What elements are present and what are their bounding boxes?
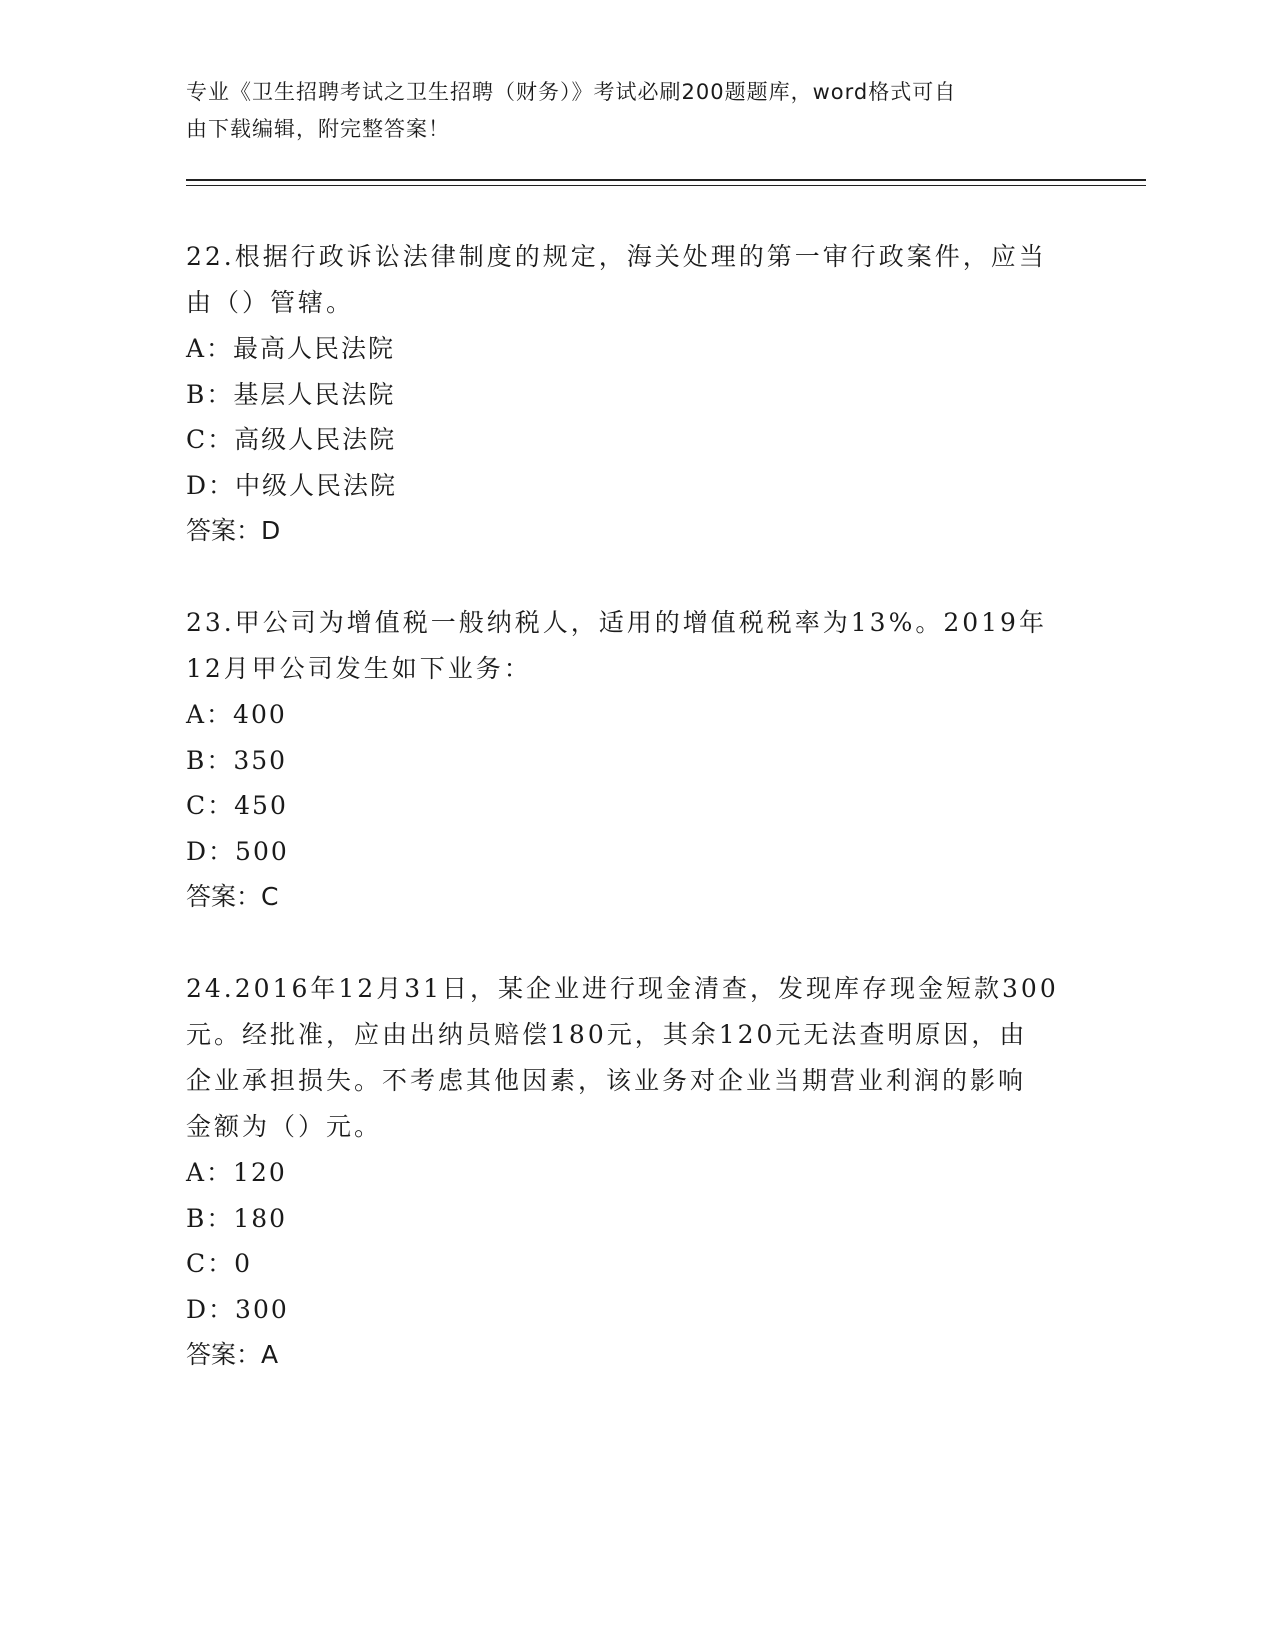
question-stem-line: 22.根据行政诉讼法律制度的规定，海关处理的第一审行政案件，应当 [186,242,1047,271]
option-d: D：300 [186,1294,289,1324]
question-stem-line: 12月甲公司发生如下业务： [186,654,532,683]
question-stem-line: 由（）管辖。 [186,288,355,317]
header-line-1: 专业《卫生招聘考试之卫生招聘（财务）》考试必刷200题题库，word格式可自 [186,80,957,104]
option-b: B：180 [186,1203,288,1233]
question-stem-line: 元。经批准，应由出纳员赔偿180元，其余120元无法查明原因，由 [186,1020,1028,1049]
question-stem-line: 企业承担损失。不考虑其他因素，该业务对企业当期营业利润的影响 [186,1066,1027,1095]
option-b: B：基层人民法院 [186,379,396,409]
answer-line: 答案：D [186,516,281,545]
question-22 [186,234,1086,554]
option-d: D：中级人民法院 [186,470,398,500]
question-23 [186,600,1086,920]
answer-line: 答案：C [186,882,279,911]
question-stem-line: 23.甲公司为增值税一般纳税人，适用的增值税税率为13%。2019年 [186,608,1047,637]
question-24 [186,966,1086,1378]
option-c: C：450 [186,791,288,820]
header-divider-thin [186,185,1146,186]
option-d: D：500 [186,836,289,866]
option-c: C：高级人民法院 [186,425,397,454]
question-stem-line: 金额为（）元。 [186,1112,383,1141]
document-header [186,74,1086,148]
header-line-2: 由下载编辑，附完整答案！ [186,117,450,141]
question-stem-line: 24.2016年12月31日，某企业进行现金清查，发现库存现金短款300 [186,974,1059,1003]
option-a: A：400 [186,700,287,729]
header-divider-thick [186,179,1146,181]
option-a: A：120 [186,1158,287,1187]
option-c: C：0 [186,1249,253,1278]
option-a: A：最高人民法院 [186,334,396,363]
option-b: B：350 [186,745,288,775]
answer-line: 答案：A [186,1340,279,1369]
